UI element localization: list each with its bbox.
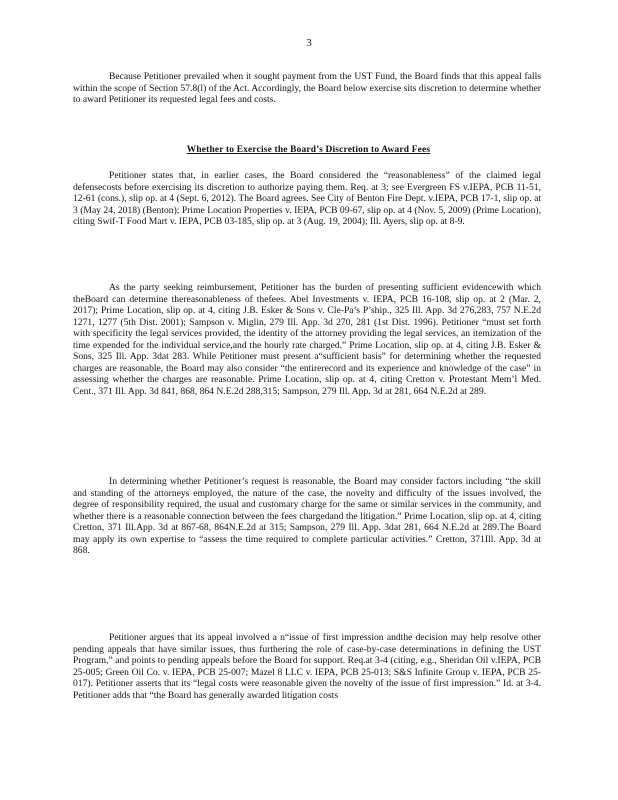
paragraph-text: Petitioner argues that its appeal involved a n“issue of first impression andthe decision may help resolve other pending appeals that have similar issues, thus furthering the role of case-by-case determinations in defining the UST Program,” and points to pending appeals before the Board for support. Req.at 3-4 (citing, e.g., Sheridan Oil v.IEPA, PCB 25-005; Green Oil Co. v. IEPA, PCB 25-007; Mazel 8 LLC v. IEPA, PCB 25-013; S&S Infinite Group v. IEPA, PCB 25-017). Petitioner asserts that its “legal costs were reasonable given the novelty of the issue of first impression.” Id. at 3-4. Petitioner adds that “the Board has generally awarded litigation costs: [73, 632, 541, 701]
paragraph-reasonableness: [73, 170, 541, 228]
paragraph-burden: [73, 282, 541, 397]
paragraph-text: In determining whether Petitioner’s request is reasonable, the Board may consider factors including “the skill and standing of the attorneys employed, the nature of the case, the novelty and difficulty of the issues involved, the degree of responsibility required, the usual and customary charge for the same or similar services in the community, and whether there is a reasonable connection between the fees chargedand the litigation.” Prime Location, slip op. at 4, citing Cretton, 371 Ill.App. 3d at 867-68, 864N.E.2d at 315; Sampson, 279 Ill. App. 3dat 281, 664 N.E.2d at 289.The Board may apply its own expertise to “assess the time required to complete particular activities.” Cretton, 371Ill. App. 3d at 868.: [73, 476, 541, 557]
section-heading: Whether to Exercise the Board’s Discretion to Award Fees: [186, 145, 431, 155]
page-number: 3: [306, 37, 312, 49]
paragraph-text: Because Petitioner prevailed when it sought payment from the UST Fund, the Board finds that this appeal falls within the scope of Section 57.8(l) of the Act. Accordingly, the Board below exercise sits discretion to determine whether to award Petitioner its requested legal fees and costs.: [73, 71, 541, 106]
paragraph-scope: [73, 71, 541, 106]
paragraph-first-impression: [73, 632, 541, 701]
paragraph-text: Petitioner states that, in earlier cases, the Board considered the “reasonableness” of the claimed legal defensecosts before exercising its discretion to authorize paying them. Req. at 3; see Evergreen FS v.IEPA, PCB 11-51, 12-61 (cons.), slip op. at 4 (Sept. 6, 2012). The Board agrees. See City of Benton Fire Dept. v.IEPA, PCB 17-1, slip op. at 3 (May 24, 2018) (Benton); Prime Location Properties v. IEPA, PCB 09-67, slip op. at 4 (Nov. 5, 2009) (Prime Location), citing Swif-T Food Mart v. IEPA, PCB 03-185, slip op. at 3 (Aug. 19, 2004); Ill. Ayers, slip op. at 8-9.: [73, 170, 541, 228]
paragraph-factors: [73, 476, 541, 557]
paragraph-text: As the party seeking reimbursement, Petitioner has the burden of presenting sufficient evidencewith which theBoard can determine thereasonableness of thefees. Abel Investments v. IEPA, PCB 16-108, slip op. at 2 (Mar. 2, 2017); Prime Location, slip op. at 4, citing J.B. Esker & Sons v. Cle-Pa’s P’ship., 325 Ill. App. 3d 276,283, 757 N.E.2d 1271, 1277 (5th Dist. 2001); Sampson v. Miglin, 279 Ill. App. 3d 270, 281 (1st Dist. 1996). Petitioner “must set forth with specificity the legal services provided, the identity of the attorney providing the legal services, an itemization of the time expended for the individual service,and the hourly rate charged.” Prime Location, slip op. at 4, citing J.B. Esker & Sons, 325 Ill. App. 3dat 283. While Petitioner must present a“sufficient basis” for determining whether the requested charges are reasonable, the Board may also consider “the entirerecord and its experience and knowledge of the case” in assessing whether the charges are reasonable. Prime Location, slip op. at 4, citing Cretton v. Protestant Mem’l Med. Cent., 371 Ill. App. 3d 841, 868, 864 N.E.2d 288,315; Sampson, 279 Ill. App. 3d at 281, 664 N.E.2d at 289.: [73, 282, 541, 397]
